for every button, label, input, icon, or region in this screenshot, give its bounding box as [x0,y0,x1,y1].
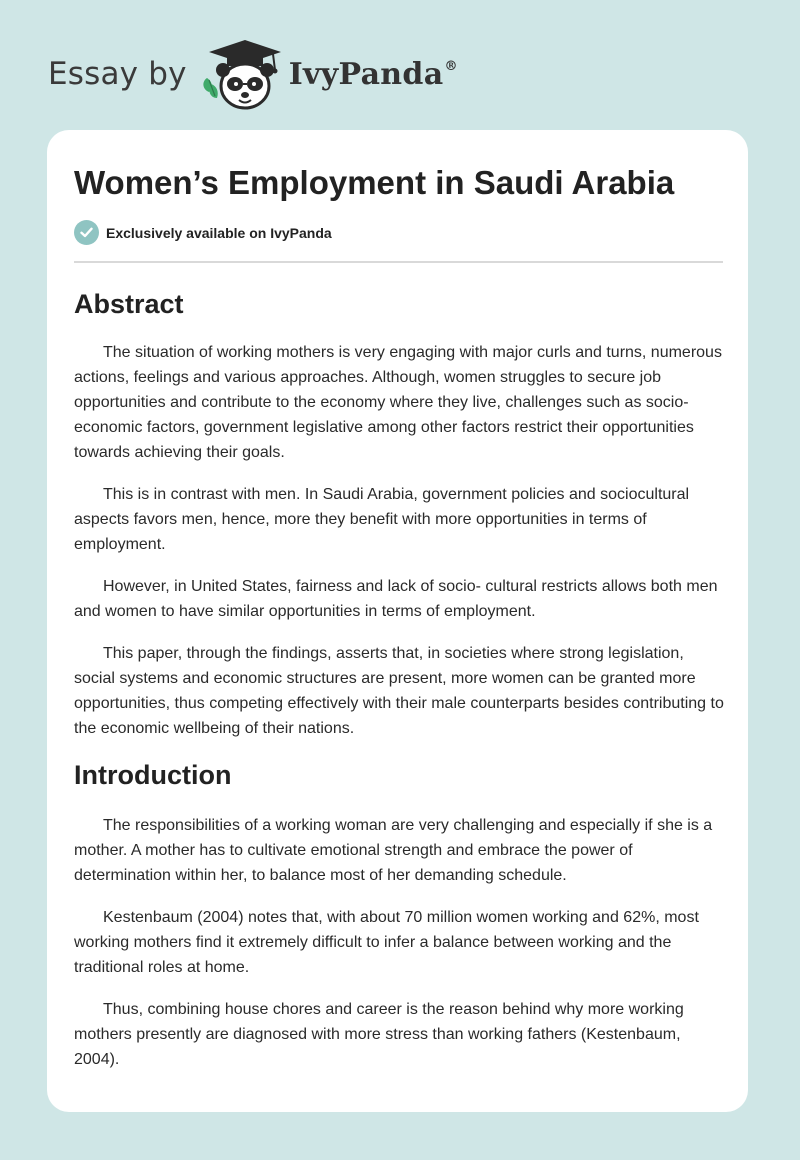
page-title: Women’s Employment in Saudi Arabia [74,164,675,201]
registered-mark: ® [444,58,458,74]
paragraph: However, in United States, fairness and lack of socio- cultural restricts allows both men and women to have similar opportunities in terms of employment. [74,578,718,620]
check-circle-icon [74,220,99,245]
section-heading-abstract: Abstract [74,289,184,319]
badge-text: Exclusively available on IvyPanda [106,224,332,241]
paragraph: This is in contrast with men. In Saudi Arabia, government policies and sociocultural aspects favors men, hence, more they benefit with more opportunities in terms of employment. [74,486,690,553]
paragraph: The responsibilities of a working woman are very challenging and especially if she is a mother. A mother has to cultivate emotional strength and embrace the power of determination within her, to balance most of her demanding schedule. [74,817,713,884]
exclusive-badge [74,220,332,245]
paragraph: The situation of working mothers is very engaging with major curls and turns, numerous actions, feelings and various approaches. Although, women struggles to secure job opportunities and contribute to the economy where they live, challenges such as socio- economic factors, government legislative among other factors restrict their opportunities towards achieving their goals. [74,344,722,461]
site-header [48,34,458,114]
panda-graduate-icon[interactable] [199,34,283,114]
section-heading-introduction: Introduction [74,760,232,790]
abstract-paragraphs [74,340,724,741]
divider [74,261,723,263]
paragraph: This paper, through the findings, asserts that, in societies where strong legislation, social systems and economic structures are present, more women can be granted more opportunities, thus competing effectively with their male counterparts besides contributing to the economic wellbeing of their nations. [74,645,724,737]
essay-content [74,280,724,1072]
introduction-paragraphs [74,813,724,1072]
essay-by-label: Essay by [48,56,187,92]
brand-name[interactable]: IvyPanda® [288,56,458,92]
paragraph: Kestenbaum (2004) notes that, with about 70 million women working and 62%, most working mothers find it extremely difficult to infer a balance between working and the traditional roles at home. [74,909,699,976]
paragraph: Thus, combining house chores and career is the reason behind why more working mothers presently are diagnosed with more stress than working fathers (Kestenbaum, 2004). [74,1001,684,1068]
essay-card [47,130,748,1112]
